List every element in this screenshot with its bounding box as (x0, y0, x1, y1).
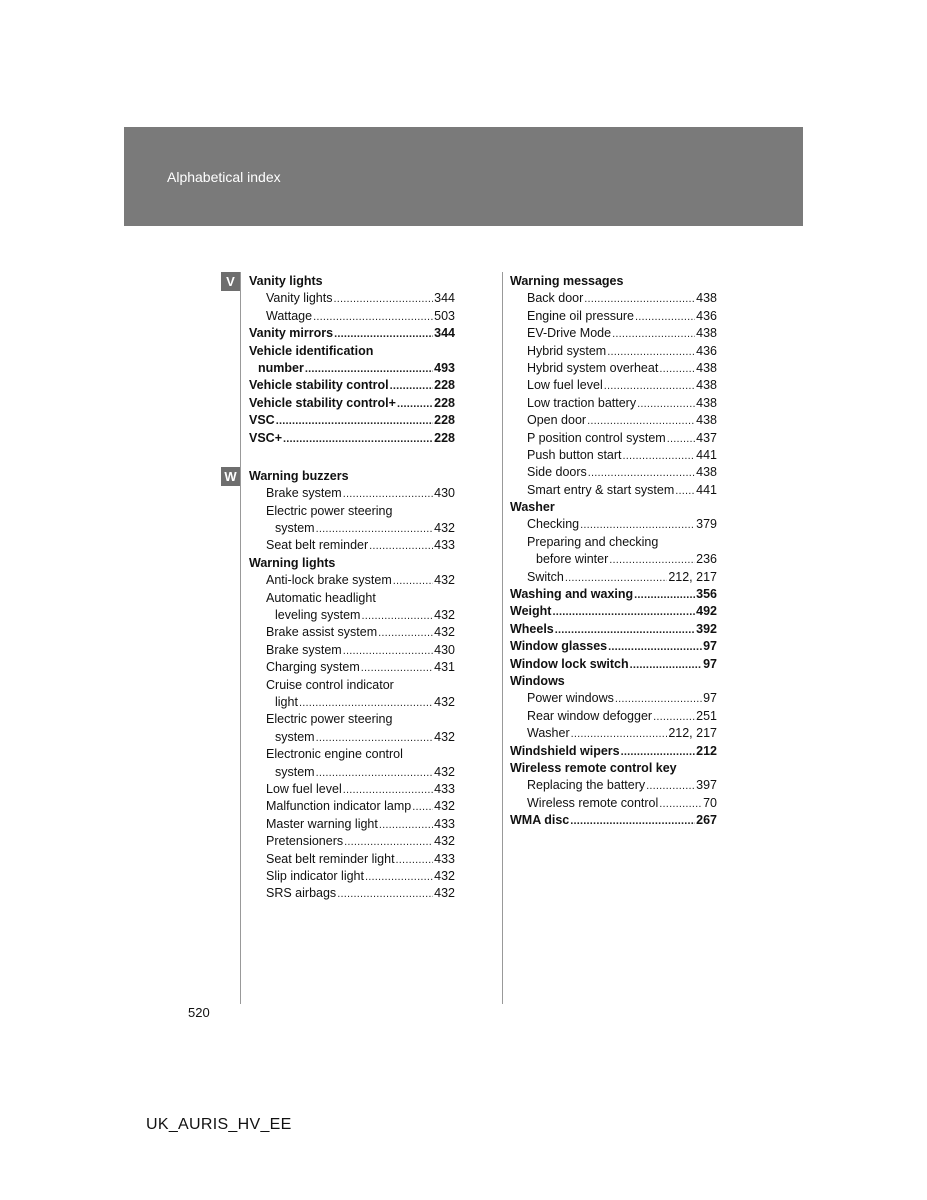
page-reference: 432 (434, 764, 455, 779)
index-entry (249, 308, 455, 325)
page-reference: 228 (434, 378, 455, 393)
index-column-left (249, 273, 455, 903)
index-heading (510, 273, 717, 290)
page-reference: 492 (696, 604, 717, 619)
entry-label: Switch (527, 569, 564, 584)
dot-leader (343, 782, 433, 799)
index-entry (510, 395, 717, 412)
entry-label: WMA disc (510, 813, 570, 828)
dot-leader (667, 431, 695, 448)
entry-label: Replacing the battery (527, 778, 646, 793)
dot-leader (604, 378, 695, 395)
index-heading (249, 360, 455, 377)
index-entry (249, 607, 455, 624)
index-heading (510, 603, 717, 620)
entry-label: Electronic engine control (266, 747, 403, 762)
index-heading (510, 586, 717, 603)
page-reference: 432 (434, 625, 455, 640)
entry-label: VSC+ (249, 430, 283, 445)
entry-label: leveling system (275, 608, 361, 623)
entry-label: SRS airbags (266, 886, 337, 901)
index-group-v (249, 273, 455, 447)
index-entry (249, 537, 455, 554)
dot-leader (316, 730, 434, 747)
entry-label: system (275, 764, 315, 779)
page-reference: 432 (434, 868, 455, 883)
entry-label: Warning lights (249, 555, 336, 570)
index-heading (510, 673, 717, 690)
dot-leader (570, 813, 695, 830)
document-code: UK_AURIS_HV_EE (146, 1116, 292, 1133)
index-entry (249, 711, 455, 728)
index-heading (249, 325, 455, 342)
entry-label: Seat belt reminder light (266, 851, 395, 866)
section-title: Alphabetical index (167, 169, 281, 185)
entry-label: Open door (527, 413, 587, 428)
entry-label: Vanity mirrors (249, 326, 334, 341)
entry-label: Master warning light (266, 816, 378, 831)
index-heading (249, 377, 455, 394)
dot-leader (396, 852, 434, 869)
entry-label: Vehicle stability control+ (249, 395, 396, 410)
index-entry (510, 325, 717, 342)
page-reference: 430 (434, 642, 455, 657)
page-reference: 356 (696, 587, 717, 602)
page-reference: 432 (434, 608, 455, 623)
index-entry (510, 430, 717, 447)
entry-label: Hybrid system overheat (527, 360, 659, 375)
page-reference: 212, 217 (668, 726, 717, 741)
index-entry (510, 725, 717, 742)
entry-label: Rear window defogger (527, 708, 653, 723)
entry-label: Electric power steering (266, 503, 393, 518)
page-reference: 228 (434, 395, 455, 410)
dot-leader (608, 639, 702, 656)
dot-leader (552, 604, 695, 621)
dot-leader (316, 521, 434, 538)
entry-label: Vehicle stability control (249, 378, 389, 393)
entry-label: Seat belt reminder (266, 538, 369, 553)
page-reference: 433 (434, 816, 455, 831)
page-reference: 228 (434, 430, 455, 445)
index-heading (510, 812, 717, 829)
page-reference: 267 (696, 813, 717, 828)
dot-leader (615, 691, 702, 708)
dot-leader (390, 378, 434, 395)
index-entry (249, 659, 455, 676)
index-entry (249, 642, 455, 659)
dot-leader (397, 396, 433, 413)
entry-label: number (258, 360, 304, 375)
entry-label: Anti-lock brake system (266, 573, 392, 588)
index-entry (510, 569, 717, 586)
page-reference: 493 (434, 360, 455, 375)
index-entry (510, 551, 717, 568)
dot-leader (623, 448, 696, 465)
page-reference: 432 (434, 521, 455, 536)
page-reference: 436 (696, 308, 717, 323)
index-entry (510, 482, 717, 499)
dot-leader (588, 465, 695, 482)
page-reference: 70 (703, 795, 717, 810)
index-entry (510, 447, 717, 464)
dot-leader (609, 552, 695, 569)
page-reference: 438 (696, 465, 717, 480)
entry-label: Wattage (266, 308, 313, 323)
page-reference: 212, 217 (668, 569, 717, 584)
index-entry (249, 520, 455, 537)
page-reference: 432 (434, 799, 455, 814)
index-entry (249, 851, 455, 868)
entry-label: Side doors (527, 465, 587, 480)
index-entry (249, 798, 455, 815)
entry-label: Washer (527, 726, 570, 741)
entry-label: Vanity lights (249, 274, 323, 288)
entry-label: Checking (527, 517, 580, 532)
index-heading (249, 412, 455, 429)
page-reference: 436 (696, 343, 717, 358)
dot-leader (635, 309, 695, 326)
dot-leader (299, 695, 433, 712)
entry-label: Window glasses (510, 639, 608, 654)
index-entry (510, 690, 717, 707)
page-reference: 236 (696, 552, 717, 567)
page-reference: 430 (434, 486, 455, 501)
index-entry (510, 360, 717, 377)
entry-label: Slip indicator light (266, 868, 364, 883)
dot-leader (634, 587, 695, 604)
dot-leader (283, 431, 433, 448)
index-entry (249, 590, 455, 607)
page-number: 520 (188, 1005, 210, 1020)
index-entry (510, 464, 717, 481)
page-reference: 433 (434, 851, 455, 866)
dot-leader (361, 608, 433, 625)
page-reference: 441 (696, 482, 717, 497)
index-entry (249, 885, 455, 902)
index-entry (249, 729, 455, 746)
index-entry (510, 795, 717, 812)
index-heading (510, 760, 717, 777)
column-divider-left (240, 272, 241, 1004)
dot-leader (565, 570, 668, 587)
index-entry (249, 572, 455, 589)
dot-leader (313, 309, 433, 326)
entry-label: Malfunction indicator lamp (266, 799, 412, 814)
index-heading (249, 343, 455, 360)
page-reference: 432 (434, 573, 455, 588)
page-reference: 433 (434, 781, 455, 796)
index-entry (510, 516, 717, 533)
page-reference: 437 (696, 430, 717, 445)
dot-leader (659, 361, 695, 378)
page-reference: 379 (696, 517, 717, 532)
page-reference: 251 (696, 708, 717, 723)
page-reference: 503 (434, 308, 455, 323)
entry-label: Power windows (527, 691, 614, 706)
dot-leader (378, 625, 433, 642)
entry-label: Washing and waxing (510, 587, 634, 602)
page-reference: 432 (434, 729, 455, 744)
entry-label: Preparing and checking (527, 534, 659, 549)
entry-label: light (275, 694, 298, 709)
index-entry (249, 746, 455, 763)
entry-label: Low fuel level (266, 781, 342, 796)
entry-label: VSC (249, 413, 275, 428)
entry-label: Wireless remote control (527, 795, 659, 810)
page-reference: 97 (703, 639, 717, 654)
dot-leader (587, 413, 695, 430)
index-entry (249, 781, 455, 798)
dot-leader (333, 291, 433, 308)
dot-leader (369, 538, 433, 555)
page-reference: 438 (696, 360, 717, 375)
entry-label: Low fuel level (527, 378, 603, 393)
entry-label: Cruise control indicator (266, 677, 394, 692)
page-reference: 431 (434, 660, 455, 675)
entry-label: Charging system (266, 660, 360, 675)
page-reference: 433 (434, 538, 455, 553)
page-reference: 344 (434, 291, 455, 306)
index-group-w-cont (510, 273, 717, 830)
index-entry (510, 377, 717, 394)
dot-leader (555, 622, 695, 639)
page-reference: 97 (703, 656, 717, 671)
dot-leader (621, 744, 696, 761)
entry-label: Windshield wipers (510, 743, 620, 758)
entry-label: Pretensioners (266, 834, 344, 849)
dot-leader (393, 573, 433, 590)
entry-label: P position control system (527, 430, 666, 445)
index-entry (249, 624, 455, 641)
index-heading (510, 499, 717, 516)
page-reference: 438 (696, 378, 717, 393)
entry-label: Vehicle identification (249, 343, 374, 358)
dot-leader (675, 483, 695, 500)
index-entry (249, 677, 455, 694)
entry-label: Warning buzzers (249, 468, 349, 483)
page-reference: 432 (434, 694, 455, 709)
entry-label: system (275, 729, 315, 744)
dot-leader (646, 778, 695, 795)
index-heading (249, 468, 455, 485)
index-column-right (510, 273, 717, 830)
entry-label: Low traction battery (527, 395, 637, 410)
index-entry (249, 290, 455, 307)
page-reference: 432 (434, 886, 455, 901)
page-reference: 432 (434, 834, 455, 849)
page-reference: 97 (703, 691, 717, 706)
entry-label: Wireless remote control key (510, 760, 677, 775)
entry-label: Back door (527, 291, 584, 306)
section-header-bar (124, 127, 803, 226)
page-reference: 438 (696, 395, 717, 410)
column-divider-right (502, 272, 503, 1004)
group-spacer (249, 447, 455, 468)
index-heading (249, 273, 455, 290)
index-heading (510, 638, 717, 655)
index-entry (249, 694, 455, 711)
entry-label: Vanity lights (266, 291, 333, 306)
entry-label: Washer (510, 500, 555, 515)
index-entry (510, 308, 717, 325)
index-entry (510, 343, 717, 360)
dot-leader (637, 396, 695, 413)
entry-label: Smart entry & start system (527, 482, 675, 497)
dot-leader (580, 517, 695, 534)
entry-label: Engine oil pressure (527, 308, 635, 323)
letter-tab-v: V (221, 272, 240, 291)
page-reference: 212 (696, 743, 717, 758)
index-entry (249, 485, 455, 502)
index-entry (249, 868, 455, 885)
index-heading (510, 743, 717, 760)
dot-leader (343, 643, 433, 660)
index-entry (510, 290, 717, 307)
dot-leader (571, 726, 668, 743)
entry-label: Push button start (527, 447, 622, 462)
dot-leader (630, 657, 702, 674)
index-entry (510, 412, 717, 429)
dot-leader (412, 799, 433, 816)
dot-leader (653, 709, 695, 726)
dot-leader (659, 796, 702, 813)
entry-label: Brake assist system (266, 625, 378, 640)
entry-label: EV-Drive Mode (527, 326, 612, 341)
dot-leader (365, 869, 433, 886)
entry-label: Window lock switch (510, 656, 629, 671)
dot-leader (379, 817, 433, 834)
dot-leader (316, 765, 434, 782)
entry-label: Windows (510, 673, 565, 688)
index-entry (249, 503, 455, 520)
index-heading (249, 555, 455, 572)
page-reference: 438 (696, 413, 717, 428)
index-entry (249, 833, 455, 850)
page-reference: 228 (434, 413, 455, 428)
entry-label: Weight (510, 604, 552, 619)
entry-label: Warning messages (510, 274, 624, 288)
dot-leader (305, 361, 433, 378)
index-heading (510, 656, 717, 673)
letter-tab-w: W (221, 467, 240, 486)
dot-leader (343, 486, 433, 503)
page-reference: 438 (696, 291, 717, 306)
dot-leader (344, 834, 433, 851)
entry-label: Wheels (510, 621, 554, 636)
index-entry (510, 777, 717, 794)
entry-label: Hybrid system (527, 343, 607, 358)
index-heading (249, 395, 455, 412)
entry-label: Brake system (266, 486, 342, 501)
page-reference: 392 (696, 621, 717, 636)
index-entry (510, 534, 717, 551)
dot-leader (361, 660, 433, 677)
page-reference: 344 (434, 326, 455, 341)
index-entry (249, 816, 455, 833)
dot-leader (334, 326, 433, 343)
page-reference: 441 (696, 447, 717, 462)
entry-label: Electric power steering (266, 712, 393, 727)
dot-leader (612, 326, 695, 343)
dot-leader (337, 886, 433, 903)
page-reference: 397 (696, 778, 717, 793)
index-heading (510, 621, 717, 638)
page-reference: 438 (696, 326, 717, 341)
dot-leader (584, 291, 695, 308)
index-heading (249, 430, 455, 447)
dot-leader (276, 413, 433, 430)
entry-label: before winter (536, 552, 609, 567)
index-entry (249, 764, 455, 781)
entry-label: Automatic headlight (266, 590, 376, 605)
index-group-w (249, 468, 455, 903)
entry-label: system (275, 521, 315, 536)
entry-label: Brake system (266, 642, 342, 657)
index-entry (510, 708, 717, 725)
dot-leader (607, 344, 695, 361)
